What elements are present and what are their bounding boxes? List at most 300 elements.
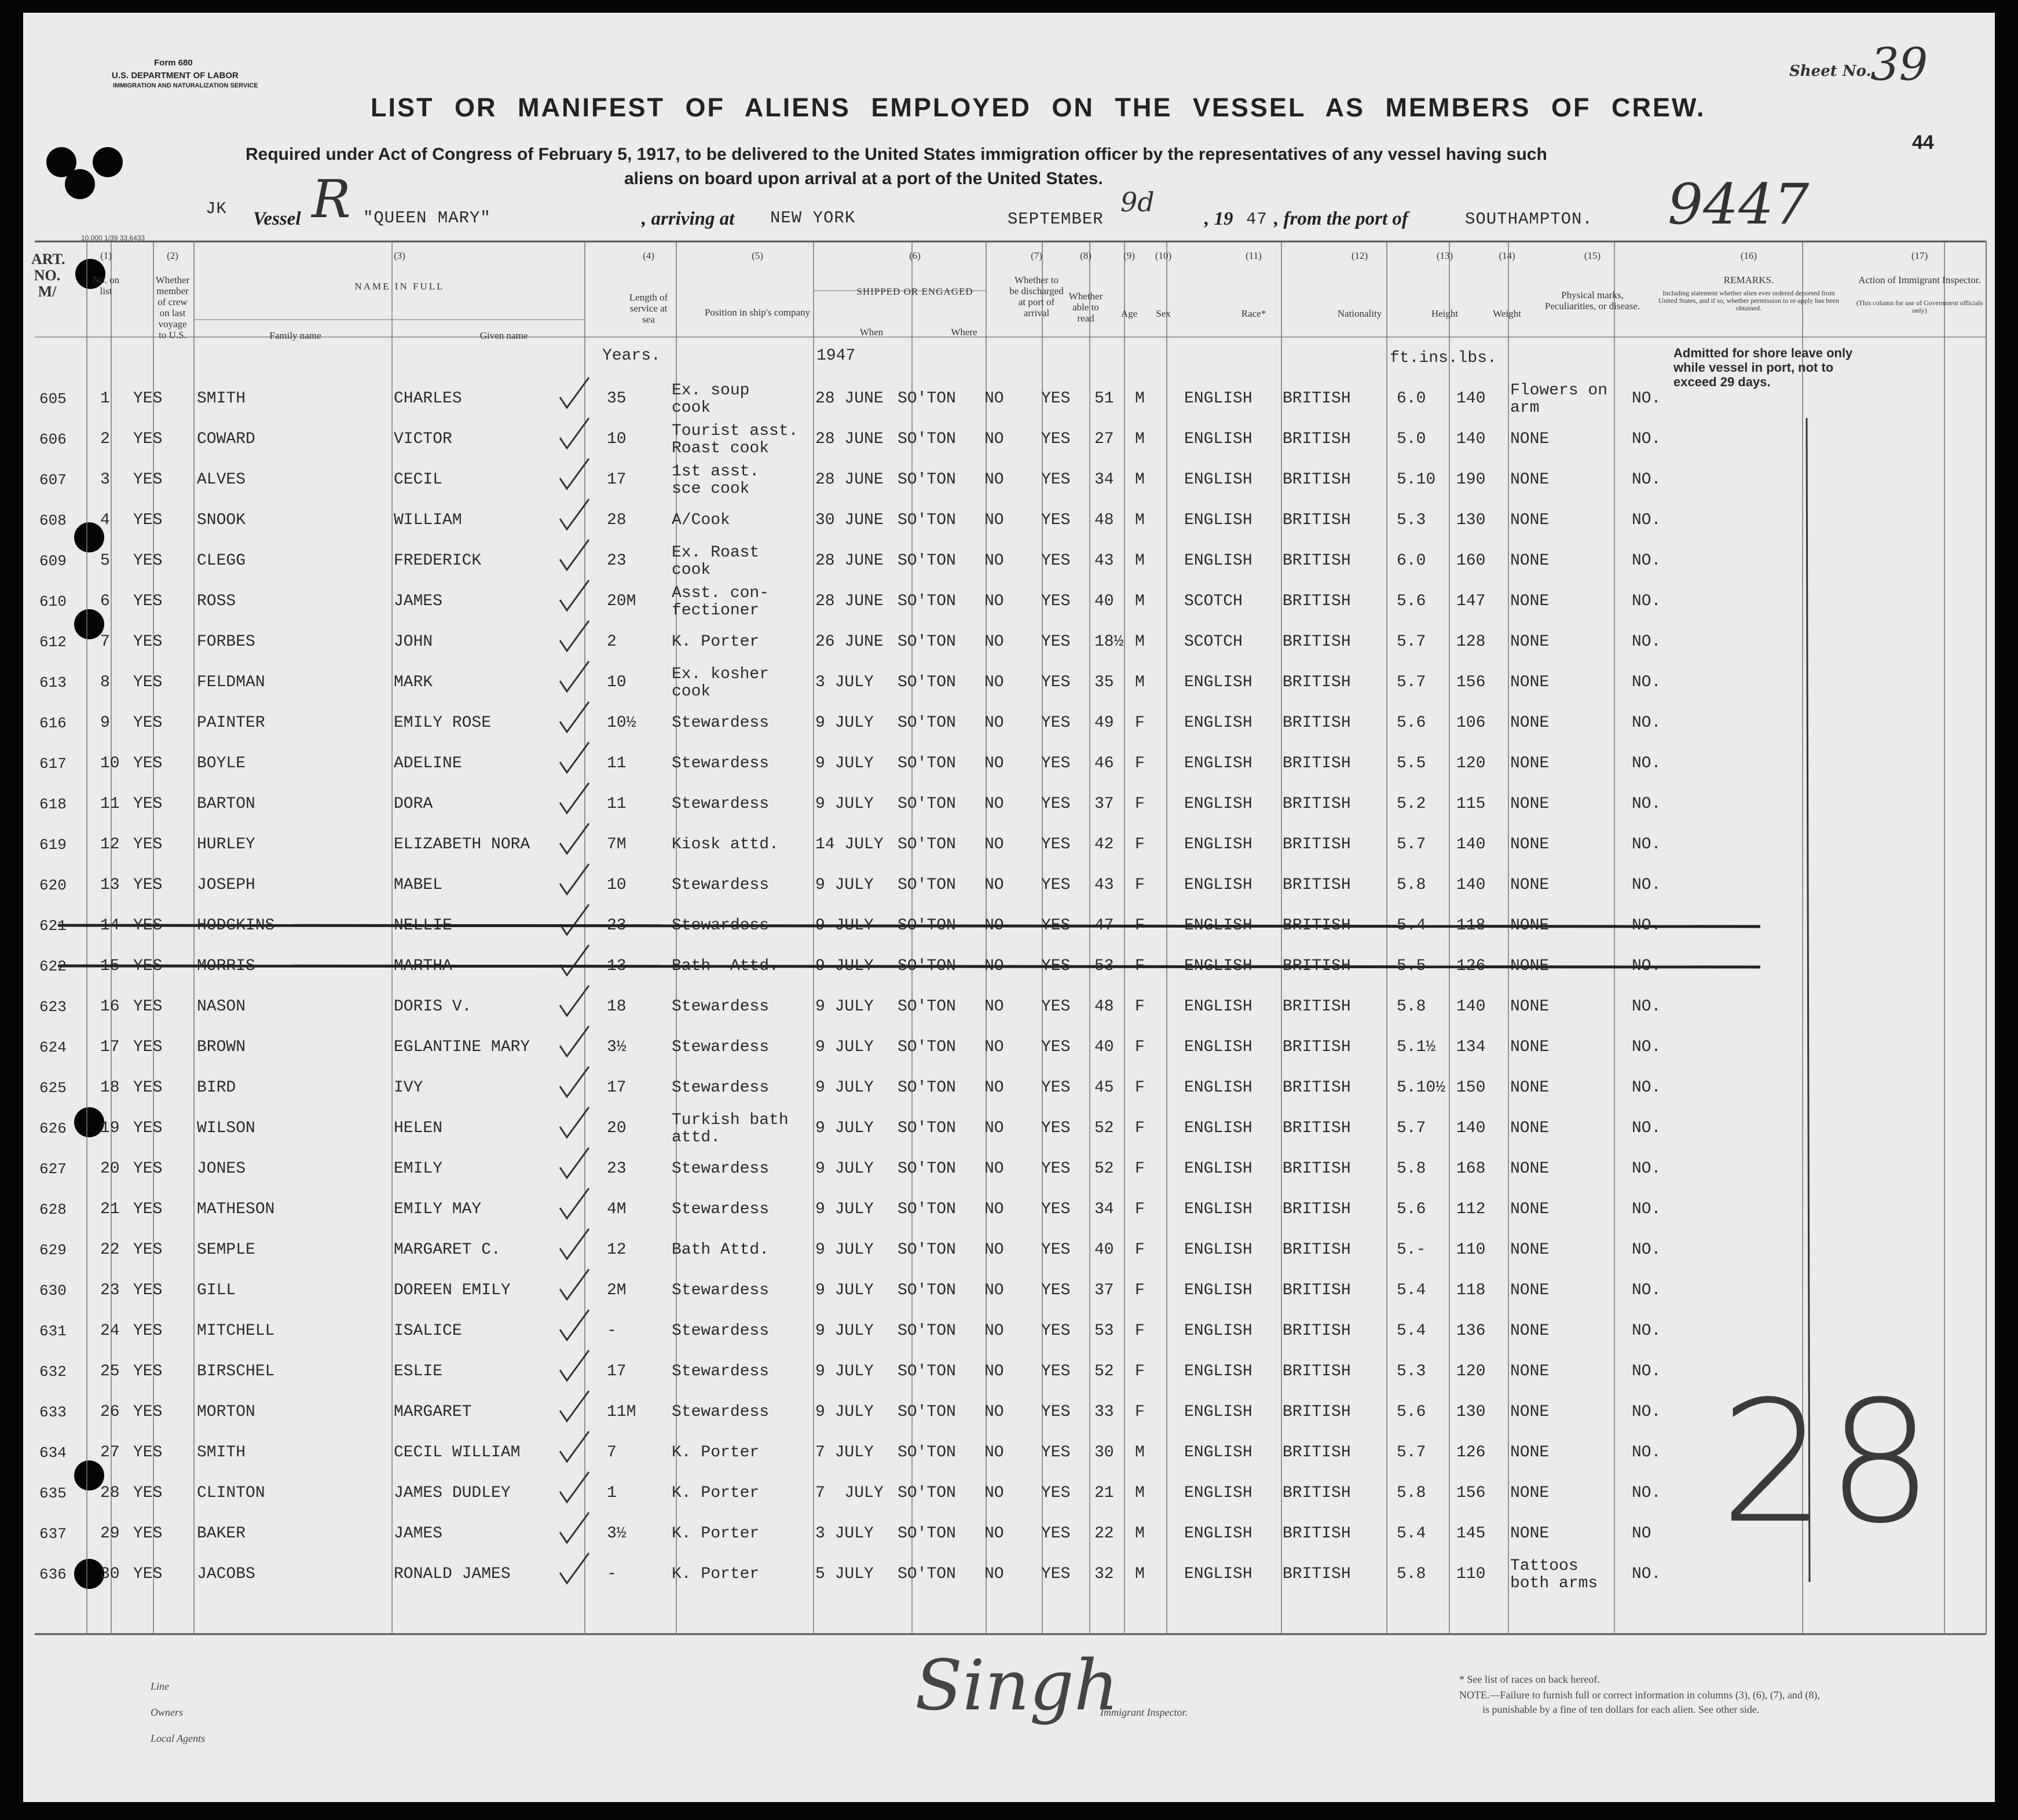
arrival-port: NEW YORK xyxy=(770,208,856,228)
cell-race: ENGLISH xyxy=(1184,795,1252,813)
cell-sex: F xyxy=(1135,795,1145,813)
cell-nat: BRITISH xyxy=(1283,917,1351,935)
cell-position: Stewardess xyxy=(672,998,770,1016)
col-15-head: Physical marks, Peculiarities, or disease. xyxy=(1544,290,1640,312)
department: U.S. DEPARTMENT OF LABOR xyxy=(112,71,239,80)
cell-when: 9 JULY xyxy=(815,1038,874,1056)
cell-weight: 150 xyxy=(1456,1079,1486,1097)
cell-where: SO'TON xyxy=(898,1322,956,1340)
cell-race: ENGLISH xyxy=(1184,430,1252,448)
cell-race: SCOTCH xyxy=(1184,633,1243,651)
cell-age: 37 xyxy=(1094,1281,1114,1299)
cell-service: 4M xyxy=(607,1200,627,1218)
cell-where: SO'TON xyxy=(898,592,956,610)
cell-when: 9 JULY xyxy=(815,917,874,935)
cell-weight: 134 xyxy=(1456,1038,1486,1056)
arrival-year: 47 xyxy=(1246,210,1268,229)
cell-race: ENGLISH xyxy=(1184,1403,1252,1421)
cell-where: SO'TON xyxy=(898,390,956,408)
cell-marks: NONE xyxy=(1510,471,1550,489)
cell-position: Asst. con- fectioner xyxy=(672,584,770,620)
cell-given: DORIS V. xyxy=(394,998,472,1016)
cell-prev: YES xyxy=(133,1038,163,1056)
inspector-signature: Singh xyxy=(915,1646,1119,1726)
cell-nat: BRITISH xyxy=(1283,1241,1351,1259)
cell-marks: NONE xyxy=(1510,1200,1550,1218)
cell-family: COWARD xyxy=(197,430,255,448)
cell-where: SO'TON xyxy=(898,957,956,975)
table-row xyxy=(23,1356,1995,1397)
sheet-label: Sheet No. xyxy=(1789,63,1871,80)
cell-no: 16 xyxy=(100,998,120,1016)
cell-weight: 106 xyxy=(1456,714,1486,732)
cell-where: SO'TON xyxy=(898,1565,956,1583)
cell-read: YES xyxy=(1041,1363,1071,1380)
cell-prev: YES xyxy=(133,552,163,570)
cell-prev: YES xyxy=(133,1200,163,1218)
cell-race: ENGLISH xyxy=(1184,917,1252,935)
cell-read: YES xyxy=(1041,1119,1071,1137)
cell-given: ADELINE xyxy=(394,755,462,772)
cell-position: Stewardess xyxy=(672,755,770,772)
cell-family: NASON xyxy=(197,998,246,1016)
cell-given: EMILY MAY xyxy=(394,1200,482,1218)
cell-disch: NO xyxy=(984,430,1004,448)
cell-where: SO'TON xyxy=(898,1119,956,1137)
cell-service: 17 xyxy=(607,1079,627,1097)
cell-race: ENGLISH xyxy=(1184,1484,1252,1502)
cell-prev: YES xyxy=(133,511,163,529)
cell-height: 5.7 xyxy=(1397,1444,1426,1462)
cell-service: 18 xyxy=(607,998,627,1016)
manifest-sheet xyxy=(23,13,1995,1802)
cell-sex: F xyxy=(1135,917,1145,935)
cell-nat: BRITISH xyxy=(1283,430,1351,448)
cell-prev: YES xyxy=(133,795,163,813)
footer-note-3: is punishable by a fine of ten dollars for each alien. See other side. xyxy=(1482,1704,1760,1715)
cell-position: K. Porter xyxy=(672,1484,760,1502)
table-row xyxy=(23,1072,1995,1113)
cell-where: SO'TON xyxy=(898,836,956,854)
cell-family: SMITH xyxy=(197,390,246,408)
cell-sex: F xyxy=(1135,714,1145,732)
cell-height: 5.8 xyxy=(1397,998,1426,1016)
col-11-head: Race* xyxy=(1241,308,1266,319)
cell-remarks: NO. xyxy=(1632,552,1661,570)
cell-prev: YES xyxy=(133,1444,163,1462)
cell-weight: 112 xyxy=(1456,1200,1486,1218)
cell-prev: YES xyxy=(133,1322,163,1340)
cell-nat: BRITISH xyxy=(1283,1119,1351,1137)
cell-age: 34 xyxy=(1094,1200,1114,1218)
cell-no: 15 xyxy=(100,957,120,975)
cell-given: NELLIE xyxy=(394,917,452,935)
cell-where: SO'TON xyxy=(898,1484,956,1502)
cell-nat: BRITISH xyxy=(1283,998,1351,1016)
cell-race: ENGLISH xyxy=(1184,1160,1252,1178)
cell-family: BARTON xyxy=(197,795,255,813)
cell-sex: M xyxy=(1135,633,1145,651)
cell-read: YES xyxy=(1041,1525,1071,1543)
cell-when: 9 JULY xyxy=(815,1079,874,1097)
cell-position: Ex. soup cook xyxy=(672,382,750,417)
col-12-head: Nationality xyxy=(1337,308,1382,319)
cell-service: 13 xyxy=(607,957,627,975)
cell-art: 632 xyxy=(39,1363,67,1380)
cell-prev: YES xyxy=(133,390,163,408)
cell-disch: NO xyxy=(984,998,1004,1016)
cell-weight: 140 xyxy=(1456,1119,1486,1137)
cell-weight: 120 xyxy=(1456,755,1486,772)
cell-nat: BRITISH xyxy=(1283,1484,1351,1502)
cell-when: 28 JUNE xyxy=(815,390,884,408)
cell-height: 5.6 xyxy=(1397,592,1426,610)
cell-disch: NO xyxy=(984,552,1004,570)
cell-service: 28 xyxy=(607,511,627,529)
cell-weight: 126 xyxy=(1456,1444,1486,1462)
cell-weight: 145 xyxy=(1456,1525,1486,1543)
cell-marks: NONE xyxy=(1510,1241,1550,1259)
cell-given: DOREEN EMILY xyxy=(394,1281,511,1299)
col-4-head: Length of service at sea xyxy=(629,292,668,325)
cell-family: BIRSCHEL xyxy=(197,1363,275,1380)
cell-position: Stewardess xyxy=(672,1038,770,1056)
cell-height: 5.5 xyxy=(1397,755,1426,772)
cell-disch: NO xyxy=(984,1119,1004,1137)
cell-disch: NO xyxy=(984,673,1004,691)
cell-marks: NONE xyxy=(1510,552,1550,570)
cell-where: SO'TON xyxy=(898,1241,956,1259)
col-6-head: SHIPPED OR ENGAGED xyxy=(856,286,973,297)
cell-no: 25 xyxy=(100,1363,120,1380)
arrival-day: 9d xyxy=(1120,186,1155,218)
cell-sex: F xyxy=(1135,1200,1145,1218)
cell-where: SO'TON xyxy=(898,430,956,448)
cell-remarks: NO. xyxy=(1632,673,1661,691)
cell-service: 10 xyxy=(607,876,627,894)
cell-age: 48 xyxy=(1094,998,1114,1016)
col-8-num: (8) xyxy=(1080,250,1092,261)
cell-when: 30 JUNE xyxy=(815,511,884,529)
cell-weight: 156 xyxy=(1456,1484,1486,1502)
col-16-head: REMARKS. xyxy=(1723,274,1774,285)
cell-marks: NONE xyxy=(1510,1363,1550,1380)
col-7-num: (7) xyxy=(1031,250,1042,261)
cell-height: 6.0 xyxy=(1397,390,1426,408)
cell-position: Stewardess xyxy=(672,1079,770,1097)
col-1-num: (1) xyxy=(100,250,112,261)
cell-art: 616 xyxy=(39,715,67,732)
units-height-weight: ft.ins.lbs. xyxy=(1390,349,1497,367)
table-row xyxy=(23,586,1995,627)
cell-given: JAMES xyxy=(394,592,443,610)
cell-no: 3 xyxy=(100,471,110,489)
cell-height: 5.5 xyxy=(1397,957,1426,975)
col-15-num: (15) xyxy=(1584,250,1601,261)
cell-service: 23 xyxy=(607,552,627,570)
cell-read: YES xyxy=(1041,755,1071,772)
cell-height: 6.0 xyxy=(1397,552,1426,570)
vessel-name: "QUEEN MARY" xyxy=(363,208,491,228)
cell-service: 7M xyxy=(607,836,627,854)
cell-nat: BRITISH xyxy=(1283,511,1351,529)
cell-marks: NONE xyxy=(1510,755,1550,772)
cell-remarks: NO. xyxy=(1632,998,1661,1016)
cell-remarks: NO. xyxy=(1632,957,1661,975)
cell-marks: NONE xyxy=(1510,430,1550,448)
cell-height: 5.7 xyxy=(1397,1119,1426,1137)
col-9-head: Age xyxy=(1120,308,1138,319)
cell-service: 11 xyxy=(607,795,627,813)
col-10-head: Sex xyxy=(1156,308,1171,319)
cell-disch: NO xyxy=(984,633,1004,651)
cell-sex: F xyxy=(1135,1403,1145,1421)
cell-nat: BRITISH xyxy=(1283,1079,1351,1097)
cell-marks: NONE xyxy=(1510,1160,1550,1178)
cell-race: ENGLISH xyxy=(1184,471,1252,489)
cell-where: SO'TON xyxy=(898,1200,956,1218)
cell-given: JAMES xyxy=(394,1525,443,1543)
cell-art: 626 xyxy=(39,1120,67,1137)
cell-position: Ex. Roast cook xyxy=(672,544,760,579)
cell-art: 628 xyxy=(39,1201,67,1218)
cell-remarks: NO. xyxy=(1632,1200,1661,1218)
cell-race: SCOTCH xyxy=(1184,592,1243,610)
cell-art: 609 xyxy=(39,552,67,570)
table-row xyxy=(23,951,1995,991)
cell-family: MORTON xyxy=(197,1403,255,1421)
cell-nat: BRITISH xyxy=(1283,1525,1351,1543)
cell-disch: NO xyxy=(984,1565,1004,1583)
cell-position: Kiosk attd. xyxy=(672,836,779,854)
cell-disch: NO xyxy=(984,1322,1004,1340)
cell-where: SO'TON xyxy=(898,1525,956,1543)
cell-sex: M xyxy=(1135,471,1145,489)
cell-service: 1 xyxy=(607,1484,617,1502)
cell-art: 620 xyxy=(39,877,67,894)
cell-family: ROSS xyxy=(197,592,236,610)
col-art-no: ART. NO. M/ xyxy=(31,251,65,300)
cell-nat: BRITISH xyxy=(1283,673,1351,691)
cell-sex: M xyxy=(1135,511,1145,529)
cell-position: Stewardess xyxy=(672,1160,770,1178)
cell-height: 5.10½ xyxy=(1397,1079,1446,1097)
cell-when: 9 JULY xyxy=(815,1119,874,1137)
cell-marks: NONE xyxy=(1510,836,1550,854)
table-row xyxy=(23,829,1995,870)
cell-disch: NO xyxy=(984,1281,1004,1299)
cell-read: YES xyxy=(1041,511,1071,529)
cell-read: YES xyxy=(1041,1241,1071,1259)
cell-race: ENGLISH xyxy=(1184,552,1252,570)
cell-weight: 140 xyxy=(1456,430,1486,448)
subtitle-line-2: aliens on board upon arrival at a port of the United States. xyxy=(624,169,1103,188)
cell-where: SO'TON xyxy=(898,917,956,935)
cell-sex: F xyxy=(1135,876,1145,894)
cell-position: Stewardess xyxy=(672,1403,770,1421)
col-4-num: (4) xyxy=(643,250,654,261)
cell-prev: YES xyxy=(133,471,163,489)
cell-read: YES xyxy=(1041,1281,1071,1299)
table-row xyxy=(23,1113,1995,1153)
cell-race: ENGLISH xyxy=(1184,511,1252,529)
table-row xyxy=(23,545,1995,586)
cell-prev: YES xyxy=(133,633,163,651)
cell-age: 18½ xyxy=(1094,633,1124,651)
cell-nat: BRITISH xyxy=(1283,795,1351,813)
col-3-head: NAME IN FULL xyxy=(354,281,445,292)
cell-age: 22 xyxy=(1094,1525,1114,1543)
cell-where: SO'TON xyxy=(898,1160,956,1178)
units-years: Years. xyxy=(602,347,661,365)
cell-read: YES xyxy=(1041,390,1071,408)
col-3b-head: Given name xyxy=(479,330,528,341)
remarks-note: Admitted for shore leave only while vessel in port, not to exceed 29 days. xyxy=(1673,346,1853,389)
cell-given: FREDERICK xyxy=(394,552,482,570)
cell-age: 46 xyxy=(1094,755,1114,772)
cell-nat: BRITISH xyxy=(1283,1444,1351,1462)
cell-marks: NONE xyxy=(1510,673,1550,691)
cell-height: 5.6 xyxy=(1397,1200,1426,1218)
cell-race: ENGLISH xyxy=(1184,1079,1252,1097)
cell-position: K. Porter xyxy=(672,1444,760,1462)
cell-no: 24 xyxy=(100,1322,120,1340)
cell-no: 20 xyxy=(100,1160,120,1178)
cell-age: 32 xyxy=(1094,1565,1114,1583)
arrival-month: SEPTEMBER xyxy=(1008,210,1104,229)
cell-position: Stewardess xyxy=(672,1200,770,1218)
cell-age: 21 xyxy=(1094,1484,1114,1502)
cell-art: 606 xyxy=(39,431,67,448)
cell-race: ENGLISH xyxy=(1184,1444,1252,1462)
cell-prev: YES xyxy=(133,673,163,691)
cell-family: SNOOK xyxy=(197,511,246,529)
cell-where: SO'TON xyxy=(898,795,956,813)
cell-age: 52 xyxy=(1094,1160,1114,1178)
cell-where: SO'TON xyxy=(898,876,956,894)
cell-height: 5.7 xyxy=(1397,673,1426,691)
cell-service: 2M xyxy=(607,1281,627,1299)
cell-remarks: NO. xyxy=(1632,1403,1661,1421)
cell-disch: NO xyxy=(984,795,1004,813)
cell-height: 5.4 xyxy=(1397,917,1426,935)
cell-disch: NO xyxy=(984,755,1004,772)
cell-race: ENGLISH xyxy=(1184,1241,1252,1259)
cell-disch: NO xyxy=(984,1525,1004,1543)
cell-height: 5.8 xyxy=(1397,1160,1426,1178)
col-3a-head: Family name xyxy=(269,330,321,341)
cell-service: 2 xyxy=(607,633,617,651)
cell-when: 9 JULY xyxy=(815,998,874,1016)
cell-height: 5.10 xyxy=(1397,471,1436,489)
cell-disch: NO xyxy=(984,592,1004,610)
cell-position: Stewardess xyxy=(672,714,770,732)
footer-note-2: NOTE.—Failure to furnish full or correct information in columns (3), (6), (7), and (8), xyxy=(1459,1689,1820,1701)
cell-family: BROWN xyxy=(197,1038,246,1056)
cell-given: JAMES DUDLEY xyxy=(394,1484,511,1502)
cell-prev: YES xyxy=(133,1525,163,1543)
table-row xyxy=(23,1559,1995,1599)
table-row xyxy=(23,424,1995,464)
cell-service: 23 xyxy=(607,917,627,935)
cell-weight: 160 xyxy=(1456,552,1486,570)
cell-marks: NONE xyxy=(1510,876,1550,894)
cell-family: ALVES xyxy=(197,471,246,489)
cell-height: 5.4 xyxy=(1397,1281,1426,1299)
cell-age: 30 xyxy=(1094,1444,1114,1462)
cell-no: 10 xyxy=(100,755,120,772)
cell-given: DORA xyxy=(394,795,433,813)
cell-disch: NO xyxy=(984,1363,1004,1380)
cell-disch: NO xyxy=(984,957,1004,975)
cell-marks: NONE xyxy=(1510,1403,1550,1421)
cell-art: 610 xyxy=(39,593,67,610)
cell-nat: BRITISH xyxy=(1283,390,1351,408)
table-row xyxy=(23,1235,1995,1275)
cell-weight: 136 xyxy=(1456,1322,1486,1340)
cell-sex: F xyxy=(1135,998,1145,1016)
cell-disch: NO xyxy=(984,390,1004,408)
cell-art: 622 xyxy=(39,958,67,975)
cell-remarks: NO. xyxy=(1632,1281,1661,1299)
cell-height: 5.8 xyxy=(1397,1565,1426,1583)
cell-prev: YES xyxy=(133,957,163,975)
cell-no: 7 xyxy=(100,633,110,651)
cell-service: 3½ xyxy=(607,1525,627,1543)
table-row xyxy=(23,1518,1995,1559)
cell-sex: F xyxy=(1135,836,1145,854)
cell-where: SO'TON xyxy=(898,1038,956,1056)
cell-art: 608 xyxy=(39,512,67,529)
cell-service: - xyxy=(607,1322,617,1340)
cell-remarks: NO. xyxy=(1632,1322,1661,1340)
cell-read: YES xyxy=(1041,836,1071,854)
col-6b-head: Where xyxy=(951,327,977,338)
cell-height: 5.- xyxy=(1397,1241,1426,1259)
table-row xyxy=(23,870,1995,910)
cell-given: EGLANTINE MARY xyxy=(394,1038,530,1056)
cell-sex: F xyxy=(1135,755,1145,772)
footer-line-label: Line xyxy=(151,1680,170,1692)
cell-no: 6 xyxy=(100,592,110,610)
cell-nat: BRITISH xyxy=(1283,876,1351,894)
cell-when: 7 JULY xyxy=(815,1484,884,1502)
cell-height: 5.3 xyxy=(1397,511,1426,529)
cell-remarks: NO. xyxy=(1632,795,1661,813)
cell-where: SO'TON xyxy=(898,1281,956,1299)
cell-service: 20 xyxy=(607,1119,627,1137)
col-12-num: (12) xyxy=(1351,250,1368,261)
cell-art: 612 xyxy=(39,633,67,651)
cell-position: K. Porter xyxy=(672,633,760,651)
cell-position: Ex. kosher cook xyxy=(672,665,770,701)
col-7-head: Whether to be discharged at port of arrival xyxy=(1009,274,1064,318)
col-3-num: (3) xyxy=(394,250,405,261)
table-row xyxy=(23,667,1995,708)
cell-position: Bath Attd. xyxy=(672,1241,770,1259)
cell-family: BAKER xyxy=(197,1525,246,1543)
cell-family: HODGKINS xyxy=(197,917,275,935)
cell-disch: NO xyxy=(984,1160,1004,1178)
cell-weight: 130 xyxy=(1456,511,1486,529)
cell-given: JOHN xyxy=(394,633,433,651)
cell-prev: YES xyxy=(133,755,163,772)
cell-position: Tourist asst. Roast cook xyxy=(672,422,799,457)
cell-no: 30 xyxy=(100,1565,120,1583)
cell-nat: BRITISH xyxy=(1283,592,1351,610)
cell-sex: M xyxy=(1135,1484,1145,1502)
cell-no: 18 xyxy=(100,1079,120,1097)
